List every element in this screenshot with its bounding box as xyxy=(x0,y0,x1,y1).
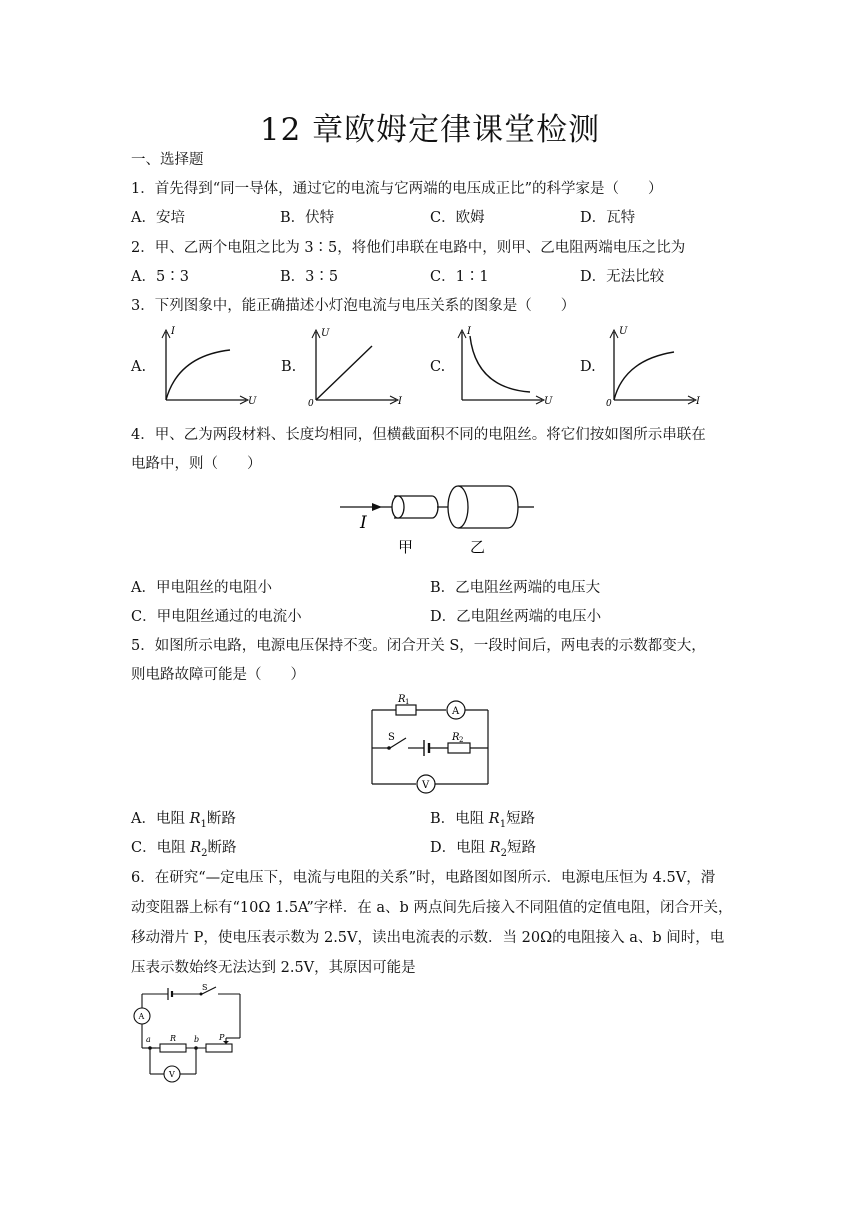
q5-r2-subscript: 2 xyxy=(459,736,464,744)
q1-stem: 1．首先得到“同一导体，通过它的电流与它两端的电压成正比”的科学家是（ ） xyxy=(131,181,663,197)
q3-graph-d-origin: 0 xyxy=(606,399,612,406)
q6-circuit-diagram xyxy=(130,982,248,1084)
q6-switch-label: S xyxy=(202,983,208,992)
q5-option-c: C．电阻 $R_2$断路 xyxy=(131,840,237,859)
q2-stem: 2．甲、乙两个电阻之比为 3∶5，将他们串联在电路中，则甲、乙电阻两端电压之比为 xyxy=(131,240,686,256)
q3-graph-b xyxy=(300,324,410,406)
q2-option-a: A．5∶3 xyxy=(131,269,189,285)
q5-switch-label: S xyxy=(388,732,395,743)
q3-graph-c-ylabel: I xyxy=(467,326,471,337)
q1-option-d: D．瓦特 xyxy=(580,210,636,226)
q5-option-d: D．电阻 $R_2$短路 xyxy=(430,840,537,859)
q5-r1-label: R xyxy=(398,694,406,705)
q4-current-label: I xyxy=(360,513,367,533)
q3-graph-d xyxy=(598,324,708,406)
q5-option-b: B．电阻 $R_1$短路 xyxy=(430,811,536,830)
q4-option-a: A．甲电阻丝的电阻小 xyxy=(131,580,272,596)
q3-graph-c xyxy=(446,324,556,406)
q2-option-d: D．无法比较 xyxy=(580,269,665,285)
q3-graph-c-xlabel: U xyxy=(544,396,553,406)
q4-wire-figure xyxy=(336,480,536,560)
q5-option-a: A．电阻 $R_1$断路 xyxy=(131,811,236,830)
q6-point-b: b xyxy=(194,1035,200,1044)
q4-stem-1: 4．甲、乙为两段材料、长度均相同，但横截面积不同的电阻丝。将它们按如图所示串联在 xyxy=(131,427,706,443)
q4-label-yi: 乙 xyxy=(470,538,486,556)
q3-graph-a xyxy=(150,324,260,406)
q6-point-a: a xyxy=(146,1035,151,1044)
q4-option-b: B．乙电阻丝两端的电压大 xyxy=(430,580,601,596)
q6-resistor-label: R xyxy=(170,1034,177,1043)
q5-ammeter-label: A xyxy=(452,706,460,717)
q2-option-c: C．1∶1 xyxy=(430,269,489,285)
q3-graph-b-origin: 0 xyxy=(308,399,314,406)
q3-letter-b: B. xyxy=(281,359,297,375)
q6-slider-label: P xyxy=(219,1033,225,1042)
q3-graph-a-xlabel: U xyxy=(248,396,257,406)
q3-graph-d-ylabel: U xyxy=(619,326,628,337)
q3-letter-c: C. xyxy=(430,359,446,375)
q3-stem: 3．下列图象中，能正确描述小灯泡电流与电压关系的图象是（ ） xyxy=(131,298,576,314)
q4-option-c: C．甲电阻丝通过的电流小 xyxy=(131,609,302,625)
q1-option-b: B．伏特 xyxy=(280,210,335,226)
q3-letter-d: D. xyxy=(580,359,596,375)
q5-voltmeter-label: V xyxy=(422,780,430,791)
q3-graph-b-xlabel: I xyxy=(398,396,402,406)
q6-voltmeter-label: V xyxy=(169,1070,175,1079)
q6-ammeter-label: A xyxy=(138,1012,145,1021)
q6-line-2: 动变阻器上标有“10Ω 1.5A”字样．在 a、b 两点间先后接入不同阻值的定值电阻，闭合开关， xyxy=(131,900,733,916)
q5-circuit-diagram xyxy=(362,688,498,796)
q3-graph-d-xlabel: I xyxy=(696,396,700,406)
q2-option-b: B．3∶5 xyxy=(280,269,339,285)
q5-stem-1: 5．如图所示电路，电源电压保持不变。闭合开关 S，一段时间后，两电表的示数都变大， xyxy=(131,638,706,654)
q4-option-d: D．乙电阻丝两端的电压小 xyxy=(430,609,602,625)
q6-line-3: 移动滑片 P，使电压表示数为 2.5V，读出电流表的示数．当 20Ω的电阻接入 a、b 间时，电 xyxy=(131,930,725,946)
q1-option-a: A．安培 xyxy=(131,210,185,226)
q5-stem-2: 则电路故障可能是（ ） xyxy=(131,667,305,683)
q4-label-jia: 甲 xyxy=(398,538,414,556)
q3-graph-b-ylabel: U xyxy=(321,328,330,339)
q6-line-1: 6．在研究“—定电压下，电流与电阻的关系”时，电路图如图所示．电源电压恒为 4.5V，滑 xyxy=(131,870,716,886)
page-title: 12 章欧姆定律课堂检测 xyxy=(259,112,601,148)
q5-r1-subscript: 1 xyxy=(405,698,410,706)
q3-graph-a-ylabel: I xyxy=(171,326,175,337)
q4-stem-2: 电路中，则（ ） xyxy=(131,456,262,472)
q3-letter-a: A. xyxy=(131,359,147,375)
q5-r2-label: R xyxy=(452,732,460,743)
section-heading: 一、选择题 xyxy=(131,152,204,168)
q6-line-4: 压表示数始终无法达到 2.5V，其原因可能是 xyxy=(131,960,416,976)
q1-option-c: C．欧姆 xyxy=(430,210,485,226)
